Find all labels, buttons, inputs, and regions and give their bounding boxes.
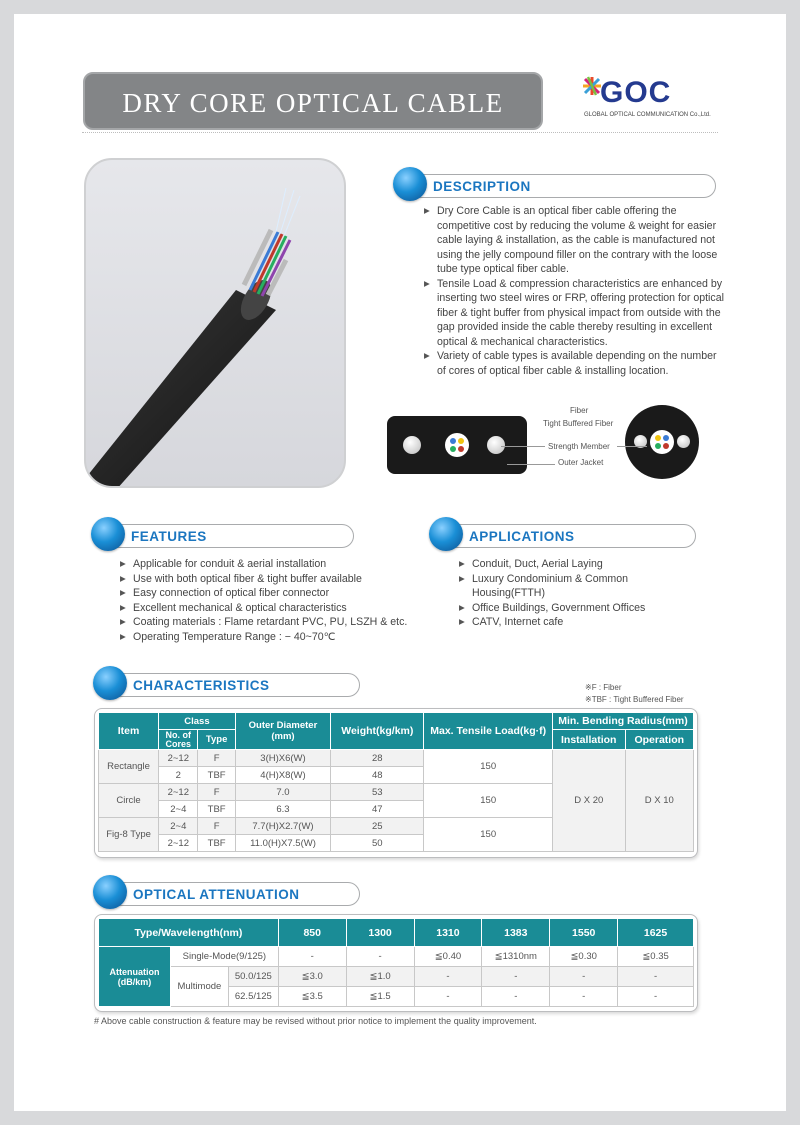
feature-item: ▶ Easy connection of optical fiber connector: [120, 586, 410, 601]
cell-value: -: [414, 987, 482, 1007]
cell-type: TBF: [198, 801, 235, 818]
cell-value: -: [278, 947, 346, 967]
cell-weight: 48: [331, 767, 424, 784]
bullet-ball-icon: [393, 167, 427, 201]
cell-item: Fig-8 Type: [99, 818, 159, 852]
th-class: Class: [159, 713, 236, 730]
feature-item: ▶ Applicable for conduit & aerial installation: [120, 557, 410, 572]
note-tbf: ※TBF : Tight Buffered Fiber: [585, 695, 684, 704]
th-wavelength: 1310: [414, 919, 482, 947]
cell-cores: 2~12: [159, 750, 198, 767]
applications-heading: APPLICATIONS: [469, 529, 575, 544]
tight-buffer-tube: [445, 433, 469, 457]
application-item: ▶ Conduit, Duct, Aerial Laying: [459, 557, 679, 572]
leader-line: [617, 446, 647, 447]
cell-diameter: 6.3: [235, 801, 330, 818]
bullet-ball-icon: [91, 517, 125, 551]
cell-value: -: [346, 947, 414, 967]
strength-member: [403, 436, 421, 454]
leader-line: [507, 464, 555, 465]
title-banner: [83, 72, 543, 130]
cell-cores: 2~4: [159, 818, 198, 835]
application-item: ▶ CATV, Internet cafe: [459, 615, 679, 630]
cell-weight: 28: [331, 750, 424, 767]
cell-tensile: 150: [424, 784, 553, 818]
th-item: Item: [99, 713, 159, 750]
bullet-ball-icon: [429, 517, 463, 551]
cell-tensile: 150: [424, 750, 553, 784]
cell-type: F: [198, 818, 235, 835]
strength-member: [677, 435, 690, 448]
th-type-wavelength: Type/Wavelength(nm): [99, 919, 279, 947]
th-wavelength: 1625: [618, 919, 694, 947]
cell-cores: 2~4: [159, 801, 198, 818]
cell-weight: 53: [331, 784, 424, 801]
description-item: ▶ Dry Core Cable is an optical fiber cable offering the competitive cost by reducing the volume & weight for easier cable laying & installation, as the cable is manufactured not using the jelly compound filler on the contrary with the loose tube type optical fiber cable.: [424, 204, 726, 277]
th-type: Type: [198, 730, 235, 750]
round-cable-section: [625, 405, 699, 479]
bullet-ball-icon: [93, 666, 127, 700]
cross-section-diagram: [385, 400, 715, 486]
cell-item: Circle: [99, 784, 159, 818]
cell-diameter: 7.7(H)X2.7(W): [235, 818, 330, 835]
cell-installation: D X 20: [552, 750, 625, 852]
cell-diameter: 7.0: [235, 784, 330, 801]
cell-value: -: [414, 967, 482, 987]
cell-value: ≦0.35: [618, 947, 694, 967]
cell-diameter: 4(H)X8(W): [235, 767, 330, 784]
footnote: # Above cable construction & feature may be revised without prior notice to implement the quality improvement.: [94, 1016, 537, 1026]
page-title: DRY CORE OPTICAL CABLE: [122, 88, 504, 118]
cell-type: F: [198, 750, 235, 767]
feature-item: ▶ Operating Temperature Range : − 40~70℃: [120, 630, 410, 645]
cell-weight: 25: [331, 818, 424, 835]
cell-single-mode: Single-Mode(9/125): [170, 947, 278, 967]
th-bending: Min. Bending Radius(mm): [552, 713, 693, 730]
cell-value: -: [550, 967, 618, 987]
cell-type: TBF: [198, 835, 235, 852]
label-fiber: Fiber: [570, 406, 589, 415]
th-wavelength: 1300: [346, 919, 414, 947]
cell-diameter: 3(H)X6(W): [235, 750, 330, 767]
cell-sub: 62.5/125: [228, 987, 278, 1007]
cell-tensile: 150: [424, 818, 553, 852]
applications-header: [434, 524, 696, 548]
label-outer-jacket: Outer Jacket: [558, 458, 604, 467]
header-divider: [82, 132, 718, 133]
cell-weight: 50: [331, 835, 424, 852]
cell-cores: 2~12: [159, 835, 198, 852]
characteristics-table: [98, 712, 694, 852]
description-header: [398, 174, 716, 198]
cell-value: ≦1.0: [346, 967, 414, 987]
description-item: ▶ Variety of cable types is available depending on the number of cores of optical fiber cable & installing location.: [424, 349, 726, 378]
cell-sub: 50.0/125: [228, 967, 278, 987]
feature-item: ▶ Coating materials : Flame retardant PVC, PU, LSZH & etc.: [120, 615, 410, 630]
cell-value: -: [618, 967, 694, 987]
characteristics-header: [98, 673, 360, 697]
th-attenuation: Attenuation (dB/km): [99, 947, 171, 1007]
attenuation-header: [98, 882, 360, 906]
cell-value: ≦3.5: [278, 987, 346, 1007]
cell-operation: D X 10: [625, 750, 693, 852]
cell-weight: 47: [331, 801, 424, 818]
cell-value: -: [482, 987, 550, 1007]
cell-value: -: [550, 987, 618, 1007]
cell-value: ≦1310nm: [482, 947, 550, 967]
th-operation: Operation: [625, 730, 693, 750]
features-heading: FEATURES: [131, 529, 207, 544]
description-item: ▶ Tensile Load & compression characteristics are enhanced by inserting two steel wires or FRP, offering protection for optical fiber & tight buffer from physical impact from outside with the gap provided inside the cable thereby resulting in excellent optical & mechanical characteristics.: [424, 277, 726, 350]
cell-value: ≦3.0: [278, 967, 346, 987]
strength-member: [487, 436, 505, 454]
attenuation-heading: OPTICAL ATTENUATION: [133, 887, 300, 902]
cell-type: F: [198, 784, 235, 801]
cable-photo: [84, 158, 346, 488]
cell-cores: 2: [159, 767, 198, 784]
cell-value: -: [618, 987, 694, 1007]
cell-cores: 2~12: [159, 784, 198, 801]
features-list: [120, 557, 410, 644]
feature-item: ▶ Excellent mechanical & optical characteristics: [120, 601, 410, 616]
th-tensile: Max. Tensile Load(kg·f): [424, 713, 553, 750]
logo-subtitle: GLOBAL OPTICAL COMMUNICATION Co.,Ltd.: [584, 112, 711, 118]
cell-diameter: 11.0(H)X7.5(W): [235, 835, 330, 852]
attenuation-table: [98, 918, 694, 1007]
note-fiber: ※F : Fiber: [585, 683, 622, 692]
label-strength-member: Strength Member: [548, 442, 610, 451]
logo-text: GOC: [600, 76, 672, 109]
th-wavelength: 850: [278, 919, 346, 947]
tight-buffer-tube: [650, 430, 674, 454]
th-cores: No. of Cores: [159, 730, 198, 750]
leader-line: [501, 446, 545, 447]
th-wavelength: 1383: [482, 919, 550, 947]
bullet-ball-icon: [93, 875, 127, 909]
description-heading: DESCRIPTION: [433, 179, 531, 194]
cell-value: -: [482, 967, 550, 987]
cell-value: ≦0.40: [414, 947, 482, 967]
features-header: [96, 524, 354, 548]
th-outer-diameter: Outer Diameter (mm): [235, 713, 330, 750]
cell-value: ≦1.5: [346, 987, 414, 1007]
cell-multimode: Multimode: [170, 967, 228, 1007]
feature-item: ▶ Use with both optical fiber & tight buffer available: [120, 572, 410, 587]
label-tight-buffered-fiber: Tight Buffered Fiber: [543, 419, 614, 428]
characteristics-heading: CHARACTERISTICS: [133, 678, 270, 693]
applications-list: [459, 557, 679, 630]
th-wavelength: 1550: [550, 919, 618, 947]
application-item: ▶ Office Buildings, Government Offices: [459, 601, 679, 616]
cell-value: ≦0.30: [550, 947, 618, 967]
th-weight: Weight(kg/km): [331, 713, 424, 750]
flat-cable-section: [387, 416, 527, 474]
description-list: [424, 204, 726, 378]
application-item: ▶ Luxury Condominium & Common Housing(FTTH): [459, 572, 679, 601]
cell-item: Rectangle: [99, 750, 159, 784]
cell-type: TBF: [198, 767, 235, 784]
th-installation: Installation: [552, 730, 625, 750]
